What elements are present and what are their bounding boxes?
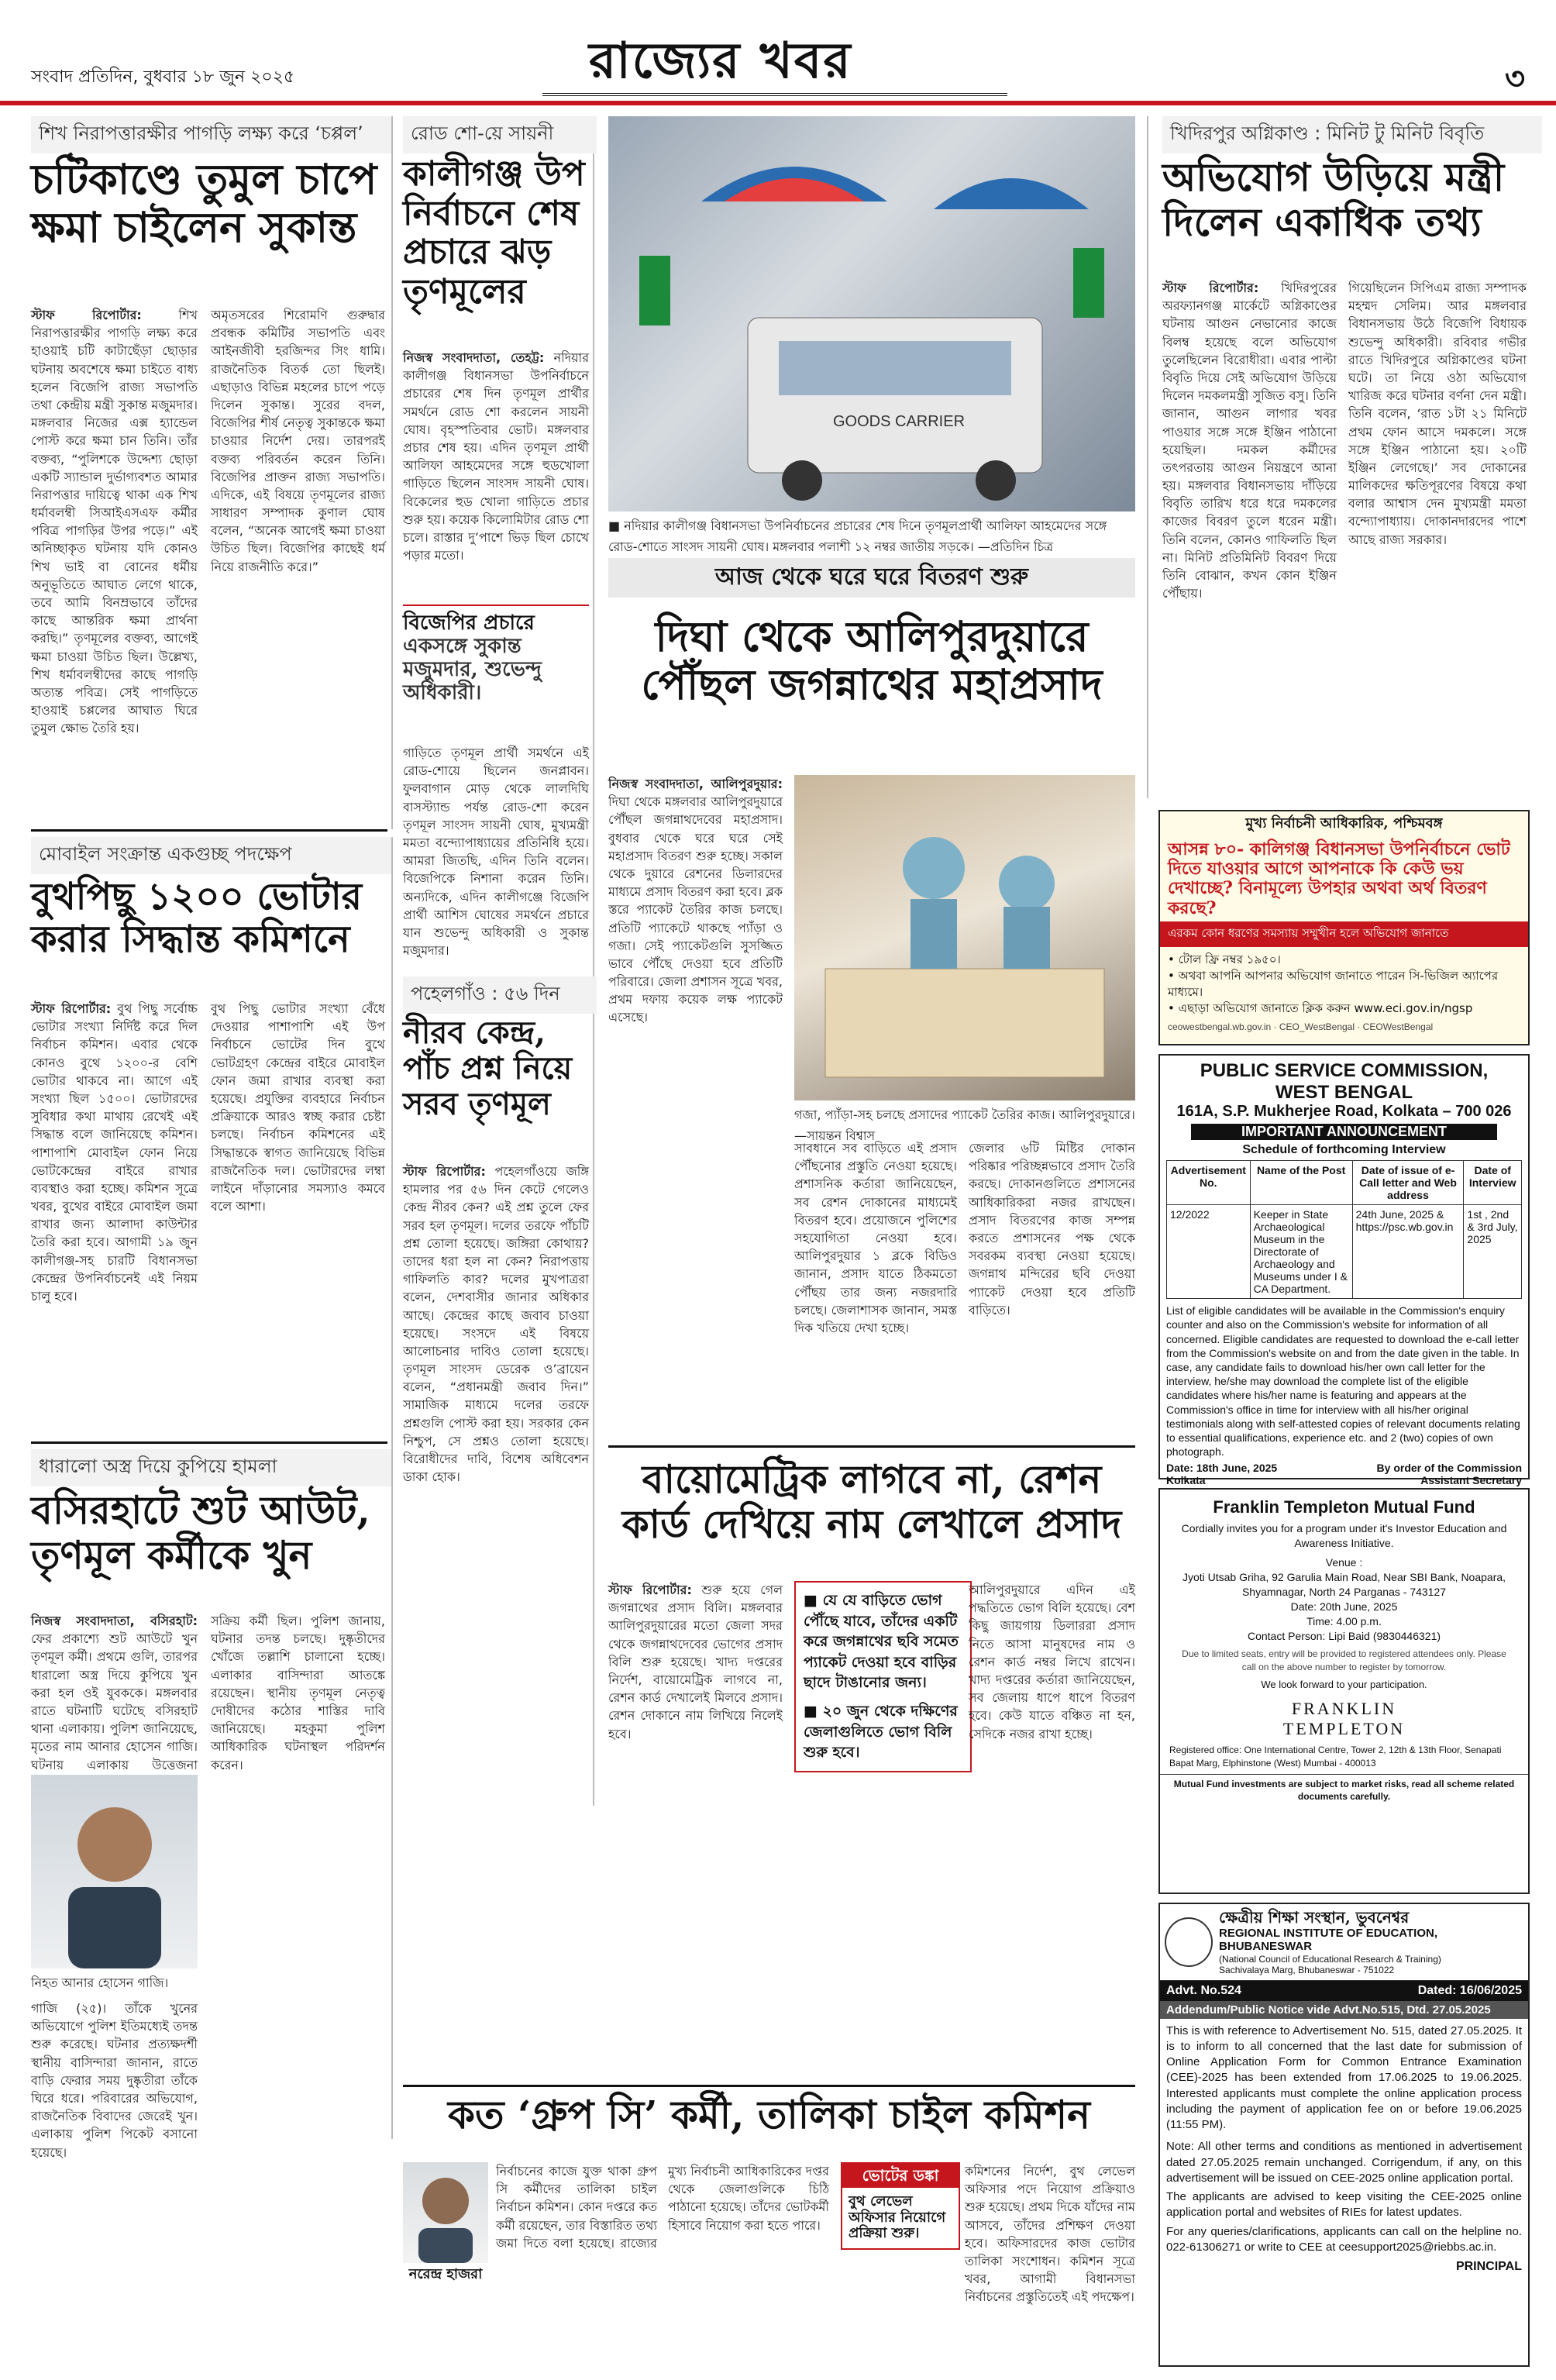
table-cell: 12/2022 — [1167, 1205, 1251, 1299]
story1-kicker: শিখ নিরাপত্তারক্ষীর পাগড়ি লক্ষ্য করে ‘চপ্পল’ — [31, 116, 391, 153]
story8-body-continued: আলিপুরদুয়ারে এদিন এই পদ্ধতিতে ভোগ বিলি হয়েছে। বেশ কিছু জায়গায় ডিলাররা প্রসাদ নিতে আসা মানুষদের নাম ও রেশন কার্ড নম্বর লিখে রাখেন। খাদ্য দপ্তরের কর্তারা জানিয়েছেন, সব জেলায় ধাপে ধাপে বিতরণ হবে। কেউ যাতে বঞ্চিত না হন, সেদিকে নজর রাখা হচ্ছে। — [969, 1583, 1135, 1741]
story7-body-continued-2: সক্রিয় কর্মী ছিল। পুলিশ জানায়, ঘটনার তদন্ত চলছে। দুষ্কৃতীদের খোঁজে তল্লাশি চালানো হচ্ছে। এলাকার বাসিন্দারা আতঙ্কে রয়েছেন। স্থানীয় তৃণমূল নেতৃত্ব দোষীদের কঠোর শাস্তির দাবি জানিয়েছে। মহকুমা পুলিশ আধিকারিক ঘটনাস্থল পরিদর্শন করেন। — [211, 1614, 385, 1772]
story-text: দিঘা থেকে মঙ্গলবার আলিপুরদুয়ারে পৌঁছল জগন্নাথদেবের মহাপ্রসাদ। বুধবার থেকে ঘরে ঘরে সেই মহাপ্রসাদ বিতরণ শুরু হচ্ছে। সকাল থেকে দুয়ারে রেশনের ডিলারদের মাধ্যমে প্রসাদ বিতরণ করা হবে। ব্লক স্তরে প্যাকেট তৈরির কাজ চলছে। প্রতিটি প্যাকেটে থাকছে প্যাঁড়া ও গজা। সেই প্যাকেটগুলি সুসজ্জিত ভাবে পৌঁছে দেওয়া হবে প্রতিটি পরিবারে। জেলা প্রশাসন সূত্রে খবর, প্রথম দফায় কয়েক লক্ষ প্যাকেট এসেছে। — [608, 794, 783, 1025]
story2-kicker: রোড শো-য়ে সায়নী — [403, 116, 597, 153]
box-text: বুথ লেভেল অফিসার নিয়োগে প্রক্রিয়া শুরু। — [849, 2193, 946, 2242]
bullet-text: ২০ জুন থেকে দক্ষিণের জেলাগুলিতে ভোগ বিলি শুরু হবে। — [804, 1702, 958, 1762]
ft-advert — [1158, 1488, 1530, 1894]
table-cell: 1st , 2nd & 3rd July, 2025 — [1464, 1205, 1522, 1299]
story4-banner: আজ থেকে ঘরে ঘরে বিতরণ শুরু — [608, 558, 1135, 598]
caption-text: গজা, প্যাঁড়া-সহ চলছে প্রসাদের প্যাকেট তৈরির কাজ। আলিপুরদুয়ারে। — [794, 1107, 1135, 1122]
psc-date-block — [1166, 1462, 1277, 1486]
dateline: সংবাদ প্রতিদিন, বুধবার ১৮ জুন ২০২৫ — [31, 67, 295, 87]
psc-advert — [1158, 1054, 1530, 1487]
section-title: রাজ্যের খবর — [589, 32, 852, 90]
story3-headline: অভিযোগ উড়িয়ে মন্ত্রী দিলেন একাধিক তথ্য — [1162, 154, 1505, 245]
story-text: খিদিরপুরের অরফ্যানগঞ্জ মার্কেটে অগ্নিকাণ্ডের ঘটনায় আগুন নেভানোর কাজে বিলম্ব হয়েছে বলে অভিযোগ তুলেছিলেন বিরোধীরা। এবার পাল্টা বিবৃতি দিয়ে সেই অভিযোগ উড়িয়ে দিলেন দমকলমন্ত্রী সুজিত বসু। তিনি জানান, আগুন লাগার খবর পাওয়ার সঙ্গে সঙ্গে ইঞ্জিন পাঠানো হয়েছিল। দমকল কর্মীদের তৎপরতায় আগুন নিয়ন্ত্রণে আনা হয়। মঙ্গলবার বিধানসভায় দাঁড়িয়ে বিবৃতি তারিখ ধরে ধরে দমকলের কাজের বিবরণ তুলে ধরেন মন্ত্রী। তিনি বলেন, কোনও গাফিলতি ছিল না। মিনিট প্রতিমিনিট বিবরণ দিয়ে তিনি বোঝান, কখন কোন ইঞ্জিন পৌঁছায়। — [1162, 281, 1337, 601]
byline: স্টাফ রিপোর্টার: — [31, 308, 142, 322]
story-text: নদিয়ার কালীগঞ্জ বিধানসভা উপনির্বাচনে প্রচারের শেষ দিন তৃণমূল প্রার্থীর সমর্থনে রোড শো করলেন সায়নী ঘোষ। বৃহস্পতিবার ভোট। মঙ্গলবার প্রচার শেষ হয়। এদিন তৃণমূল প্রার্থী আলিফা আহমেদের সঙ্গে হুডখোলা গাড়িতে ছিলেন সাংসদ সায়নী ঘোষ। বিকেলের হুড খোলা গাড়িতে প্রচার শুরু হয়। কয়েক কিলোমিটার রোড শো চলে। রাস্তার দু’পাশে ভিড় ছিল চোখে পড়ার মতো। — [403, 350, 589, 563]
story2-subhead-box — [403, 604, 589, 705]
ft-time: Time: 4.00 p.m. — [1306, 1614, 1382, 1627]
story5-kicker: মোবাইল সংক্রান্ত একগুচ্ছ পদক্ষেপ — [31, 837, 391, 874]
reporter-portrait — [403, 2162, 488, 2263]
byline: স্টাফ রিপোর্টার: — [1162, 281, 1259, 295]
story4-body — [608, 775, 783, 1434]
story7-kicker: ধারালো অস্ত্র দিয়ে কুপিয়ে হামলা — [31, 1449, 391, 1486]
rie-logo-icon — [1165, 1917, 1213, 1967]
byline: স্টাফ রিপোর্টার: — [403, 1164, 486, 1179]
psc-address: 161A, S.P. Mukherjee Road, Kolkata – 700 026 — [1176, 1103, 1512, 1121]
story-text: শুরু হয়ে গেল জগন্নাথের প্রসাদ বিলি। মঙ্গলবার আলিপুরদুয়ারের মতো জেলা সদর থেকে জগন্নাথদেবের ভোগের প্রসাদ বিলি শুরু হয়েছে। খাদ্য দপ্তরের নির্দেশ, বায়োমেট্রিক লাগবে না, রেশন কার্ড দেখালেই মিলবে প্রসাদ। রেশন দোকানে নাম লিখিয়ে নিলেই হবে। — [608, 1583, 783, 1741]
rie-sign: PRINCIPAL — [1455, 2260, 1522, 2273]
table-row — [1167, 1205, 1522, 1299]
divider — [403, 2085, 1135, 2087]
psc-subtitle: Schedule of forthcoming Interview — [1242, 1142, 1446, 1156]
psc-title-1: PUBLIC SERVICE COMMISSION, — [1200, 1060, 1489, 1081]
rie-title-en: REGIONAL INSTITUTE OF EDUCATION, BHUBANESWAR — [1219, 1927, 1437, 1954]
rie-addr: Sachivalaya Marg, Bhubaneswar - 751022 — [1219, 1964, 1395, 1975]
table-header-cell: Name of the Post — [1250, 1161, 1352, 1205]
rie-advice: The applicants are advised to keep visiting the CEE-2025 online application portal and websites of RIEs for latest updates. — [1166, 2190, 1522, 2220]
byline: নিজস্ব সংবাদদাতা, আলিপুরদুয়ার: — [608, 777, 783, 791]
ft-logo — [1160, 1699, 1528, 1739]
rie-sub: (National Council of Educational Research & Training) — [1219, 1953, 1441, 1965]
ft-date: Date: 20th June, 2025 — [1290, 1600, 1398, 1613]
story9-box — [841, 2162, 960, 2250]
column-rule — [1147, 116, 1148, 798]
rie-body: This is with reference to Advertisement No. 515, dated 27.05.2025. It is to inform to all concerned that the last date for submission of Online Application Form for Common Entrance Examination (CEE)-2025 has been extended from 17.06.2025 to 19.06.2025. Interested applicants must complete the online application process including the payment of application fee on or before 19.06.2025 (11:55 PM). — [1166, 2024, 1522, 2131]
bullet-text: টোল ফ্রি নম্বর ১৯৫০। — [1178, 952, 1281, 966]
story8-bullet-box — [794, 1581, 972, 1772]
bullet-item: ■ যে যে বাড়িতে ভোগ পৌঁছে যাবে, তাঁদের একটি করে জগন্নাথের ছবি সমেত প্যাকেট দেওয়া হবে বাড়ির ছাদে টাঙানোর জন্য। — [804, 1592, 959, 1692]
story2-subhead-title: বিজেপির প্রচারে — [403, 611, 535, 635]
prasad-illustration — [794, 775, 1135, 1100]
story6-body — [403, 1162, 589, 1705]
bullet-item: ■ ২০ জুন থেকে দক্ষিণের জেলাগুলিতে ভোগ বিলি শুরু হবে। — [804, 1702, 958, 1762]
photo-credit: —প্রতিদিন চিত্র — [977, 539, 1053, 554]
rie-note: Note: All other terms and conditions as mentioned in advertisement dated 27.05.2025 remain unchanged. Corrigendum, if any, on this advertisement will be issued on CEE-2025 online application portal. — [1166, 2140, 1522, 2185]
story-text: ফের প্রকাশ্যে শুট আউটে খুন তৃণমূল কর্মী। প্রথমে গুলি, তারপর ধারালো অস্ত্র দিয়ে কুপিয়ে খুন করা হল ওই যুবককে। মঙ্গলবার রাতে ঘটনাটি ঘটেছে বসিরহাট থানা এলাকায়। পুলিশ জানিয়েছে, মৃতের নাম আনার হোসেন গাজি। ঘটনায় এলাকায় উত্তেজনা — [31, 1631, 198, 1772]
story4-body-continued: সাবধানে সব বাড়িতে এই প্রসাদ পৌঁছনোর প্রস্তুতি নেওয়া হয়েছে। প্রশাসনিক কর্তারা জানিয়েছেন, সব রেশন দোকানের মাধ্যমেই বিতরণ হবে। প্রয়োজনে পুলিশের সহযোগিতা নেওয়া হবে। আলিপুরদুয়ার ১ ব্লকে বিডিও জানান, প্রসাদ যাতে ঠিকমতো পৌঁছয় তার জন্য নজরদারি চলছে। জেলাশাসক জানান, সমস্ত দিক খতিয়ে দেখা হচ্ছে। — [794, 1141, 957, 1335]
reporter-photo — [403, 2162, 488, 2263]
ceo-strip: এরকম কোন ধরণের সমস্যায় সম্মুখীন হলে অভিযোগ জানাতে — [1160, 921, 1528, 947]
table-header-cell: Date of issue of e-Call letter and Web address — [1352, 1161, 1464, 1205]
story2-body — [403, 349, 589, 597]
story3-kicker: খিদিরপুর অগ্নিকাণ্ড : মিনিট টু মিনিট বিবৃতি — [1162, 116, 1542, 153]
story2-body-continued: গাড়িতে তৃণমূল প্রার্থী সমর্থনে এই রোড-শোয়ে ছিলেন জনপ্লাবন। ফুলবাগান মোড় থেকে লালদিঘি বাসস্ট্যান্ড পর্যন্ত রোড-শো করেন তৃণমূল সাংসদ সায়নী ঘোষ, মুখ্যমন্ত্রী মমতা বন্দ্যোপাধ্যায়ের প্রতিনিধি হয়ে। আমরা জিতছি, এদিন তিনি বলেন। বিজেপিকে নিশানা করেন তিনি। অন্যদিকে, এদিন কালীগঞ্জে বিজেপি প্রার্থী আশিস ঘোষের সমর্থনে প্রচারে যান শুভেন্দু অধিকারী ও সুকান্ত মজুমদার। — [403, 746, 589, 959]
psc-title-2: WEST BENGAL — [1275, 1081, 1413, 1103]
divider — [31, 1441, 387, 1444]
table-header-cell: Date of Interview — [1464, 1161, 1522, 1205]
psc-table — [1166, 1160, 1522, 1299]
rie-title-bn: ক্ষেত্রীয় শিক্ষা সংস্থান, ভুবনেশ্বর — [1219, 1908, 1410, 1927]
story4-body-continued-2: জেলার ৬টি মিষ্টির দোকান পরিষ্কার পরিচ্ছন্নভাবে প্রসাদ তৈরি করছে। দোকানগুলিতে প্রশাসনের আধিকারিকরা নজর রাখছেন। প্রসাদ বিতরণের কাজ সম্পন্ন করতে প্রশাসনের পক্ষ থেকে সবরকম ব্যবস্থা নেওয়া হয়েছে। জগন্নাথ মন্দিরের ছবি দেওয়া প্যাকেট দেওয়া হবে প্রতিটি বাড়িতে। — [969, 1141, 1135, 1317]
ft-logo-bottom: TEMPLETON — [1282, 1719, 1406, 1739]
story5-body-continued: বুথ পিছু ভোটার সংখ্যা বেঁধে দেওয়ার পাশাপাশি এই উপ নির্বাচনে ভোটের দিন বুথে ভোটগ্রহণ কেন্দ্রের বাইরে মোবাইল ফোন জমা রাখার ব্যবস্থা করা হয়েছে। প্রযুক্তির ব্যবহারে নির্বাচন প্রক্রিয়াকে আরও স্বচ্ছ করার চেষ্টা চলছে। নির্বাচন কমিশনের এই সিদ্ধান্তকে স্বাগত জানিয়েছে বিভিন্ন রাজনৈতিক দল। ভোটারদের লম্বা লাইনে দাঁড়ানোর সমস্যাও কমবে বলে আশা। — [211, 1001, 385, 1214]
story9-body-continued: কমিশনের নির্দেশ, বুথ লেভেল অফিসার পদে নিয়োগ প্রক্রিয়াও শুরু হয়েছে। প্রথম দিকে যাঁদের নাম আসবে, তাঁদের প্রশিক্ষণ দেওয়া হবে। অফিসারদের কাজ ভোটার তালিকা সংশোধন। কমিশন সূত্রে খবর, আগামী বিধানসভা নির্বাচনের প্রস্তুতিতেই এই পদক্ষেপ। — [965, 2164, 1135, 2305]
story8-headline: বায়োমেট্রিক লাগবে না, রেশন কার্ড দেখিয়ে নাম লেখালে প্রসাদ — [621, 1456, 1122, 1547]
story7-body — [31, 1612, 198, 1772]
column-rule — [593, 116, 594, 1806]
psc-sign-block — [1377, 1462, 1522, 1486]
rie-contact: For any queries/clarifications, applicants can call on the helpline no. 022-61306271 or write to CEE at ceesupport2025@riebbs.ac.in. — [1166, 2224, 1522, 2254]
story-text: শিখ নিরাপত্তারক্ষীর পাগড়ি লক্ষ্য করে হাওয়াই চটি কাটাছেঁড়া ছোড়ার ঘটনায় অবশেষে ক্ষমা চাইতে বাধ্য হলেন বিজেপি রাজ্য সভাপতি তথা কেন্দ্রীয় মন্ত্রী সুকান্ত মজুমদার। মঙ্গলবার নিজের এক্স হ্যান্ডেল পোস্ট করে ক্ষমা চান তিনি। তাঁর বক্তব্য, “পুলিশকে উদ্দেশ্য ছোড়া একটি স্যান্ডাল দুর্ভাগ্যবশত আমার নিরাপত্তার দায়িত্বে থাকা এক শিখ ধর্মাবলম্বী সিআইএসএফ কর্মীর পবিত্র পাগড়ির উপর পড়ে।” এই অনিচ্ছাকৃত ঘটনায় যদি কোনও শিখ ভাই বা বোনের ধর্মীয় অনুভূতিতে আঘাত লেগে থাকে, তবে আমি বিনম্রভাবে তাঁদের কাছে আন্তরিক ক্ষমা প্রার্থনা করছি।” তৃণমূলের বক্তব্য, আগেই ক্ষমা চাওয়া উচিত ছিল। উল্লেখ্য, শিখ ধর্মাবলম্বীদের কাছে পাগড়ি অত্যন্ত পবিত্র। সেই পাগড়িতে হাওয়াই চপ্পলের আঘাত ঘিরে তুমুল ক্ষোভ তৈরি হয়। — [31, 308, 198, 736]
story1-headline: চটিকাণ্ডে তুমুল চাপে ক্ষমা চাইলেন সুকান্ত — [31, 154, 377, 253]
rie-advt-date: Dated: 16/06/2025 — [1417, 1983, 1522, 1997]
psc-date: Date: 18th June, 2025 — [1166, 1462, 1278, 1475]
byline: নিজস্ব সংবাদদাতা, তেহট্ট: — [403, 350, 545, 365]
rie-advt-no: Advt. No.524 — [1166, 1983, 1241, 1997]
ft-venue: Jyoti Utsab Griha, 92 Garulia Main Road, Near SBI Bank, Noapara, Shyamnagar, North 24 Parganas - 743127 — [1182, 1570, 1506, 1598]
page-number: ৩ — [1504, 60, 1525, 97]
story5-headline: বুথপিছু ১২০০ ভোটার করার সিদ্ধান্ত কমিশনে — [31, 875, 363, 962]
roadshow-photo — [608, 116, 1135, 511]
ft-venue-label: Venue : — [1325, 1556, 1363, 1569]
story5-body — [31, 1000, 198, 1434]
column-rule — [391, 837, 393, 2139]
reporter-name: নরেন্দ্র হাজরা — [408, 2266, 483, 2282]
photo-credit: —সায়ন্তন বিশ্বাস — [794, 1128, 876, 1143]
photo1-caption: ■ নদিয়ার কালীগঞ্জ বিধানসভা উপনির্বাচনের প্রচারের শেষ দিনে তৃণমূলপ্রার্থী আলিফা আহমেদের সঙ্গে রোড-শোতে সাংসদ সায়নী ঘোষ। মঙ্গলবার পলাশী ১২ নম্বর জাতীয় সড়কে। —প্রতিদিন চিত্র — [608, 518, 1107, 554]
story-text: তৃণমূল সাংসদ ডেরেক ও’ব্রায়েন বলেন, “প্রধানমন্ত্রী জবাব দিন।” সামাজিক মাধ্যমে দলের তরফে প্রশ্নগুলি পোস্ট করা হয়। সরকার কেন নিশ্চুপ, সে প্রশ্নও তোলা হয়েছে। বিরোধীদের দাবি, বিশেষ অধিবেশন ডাকা হোক। — [403, 1362, 589, 1485]
rie-advt-bar — [1160, 1981, 1528, 2001]
box-title: ভোটের ডঙ্কা — [842, 2164, 959, 2188]
story2-subhead: একসঙ্গে সুকান্ত মজুমদার, শুভেন্দু অধিকারী। — [403, 634, 542, 704]
ft-office: Registered office: One International Centre, Tower 2, 12th & 13th Floor, Senapati Bapat Marg, Elphinstone (West) Mumbai - 400013 — [1169, 1745, 1502, 1769]
story4-headline: দিঘা থেকে আলিপুরদুয়ারে পৌঁছল জগন্নাথের মহাপ্রসাদ — [641, 611, 1103, 710]
ceo-bullet: • অথবা আপনি আপনার অভিযোগ জানাতে পারেন সি-ভিজিল অ্যাপের মাধ্যমে। — [1168, 968, 1499, 999]
divider — [31, 829, 387, 832]
roadshow-illustration — [608, 116, 1135, 511]
ceo-bullet: • এছাড়া অভিযোগ জানাতে ক্লিক করুন www.eci.gov.in/ngsp — [1168, 1001, 1473, 1015]
ceo-bullet: • টোল ফ্রি নম্বর ১৯৫০। — [1168, 952, 1281, 966]
victim-caption: নিহত আনার হোসেন গাজি। — [31, 1975, 169, 1990]
ceo-bullets — [1160, 947, 1528, 1021]
story7-headline: বসিরহাটে শুট আউট, তৃণমূল কর্মীকে খুন — [31, 1487, 370, 1578]
story-text: পহেলগাঁওয়ে জঙ্গি হামলার পর ৫৬ দিন কেটে গেলেও কেন্দ্র নীরব কেন? এই প্রশ্ন তুলে ফের সরব হল তৃণমূল। দলের তরফে পাঁচটি প্রশ্ন তোলা হয়েছে। জঙ্গিরা কোথায়? তাদের ধরা হল না কেন? নিরাপত্তায় গাফিলতি কার? দলের মুখপাত্ররা বলেন, দেশবাসীর জানার অধিকার আছে। কেন্দ্রের কাছে জবাব চাওয়া হয়েছে। সংসদে এই বিষয়ে আলোচনার দাবিও তোলা হয়েছে। — [403, 1164, 589, 1359]
psc-banner: IMPORTANT ANNOUNCEMENT — [1191, 1124, 1497, 1140]
ceo-header: মুখ্য নির্বাচনী আধিকারিক, পশ্চিমবঙ্গ — [1245, 815, 1443, 832]
ft-disclaimer: Mutual Fund investments are subject to market risks, read all scheme related documents carefully. — [1160, 1774, 1528, 1806]
prasad-photo — [794, 775, 1135, 1100]
story9-headline: কত ‘গ্রুপ সি’ কর্মী, তালিকা চাইল কমিশন — [448, 2092, 1090, 2137]
divider — [608, 1445, 1135, 1448]
ceo-footer: ceowestbengal.wb.gov.in · CEO_WestBengal · CEOWestBengal — [1168, 1021, 1434, 1032]
story3-body-continued: গিয়েছিলেন সিপিএম রাজ্য সম্পাদক মহম্মদ সেলিম। আর মঙ্গলবার বিধানসভায় উঠে বিজেপি বিধায়ক শুভেন্দু অধিকারী। রবিবার গভীর রাতে খিদিরপুরে অগ্নিকাণ্ডের ঘটনা ঘটে। তা নিয়ে ওঠা অভিযোগ খারিজ করে ঘটনার বর্ণনা দেন মন্ত্রী। তিনি বলেন, ‘রাত ১টা ২১ মিনিটে প্রথম ফোন আসে দমকলে। সঙ্গে সঙ্গে ইঞ্জিন পাঠানো হয়। ২০টি ইঞ্জিন লেগেছে।’ সব দোকানের মালিকদের ক্ষতিপূরণের বিষয়ে কথা বলার আশ্বাস দেন মুখ্যমন্ত্রী মমতা বন্দ্যোপাধ্যায়। দোকানদারদের পাশে আছে রাজ্য সরকার। — [1348, 281, 1527, 547]
table-cell: 24th June, 2025 & https://psc.wb.gov.in — [1352, 1205, 1464, 1299]
rie-header — [1160, 1904, 1528, 1981]
rie-title-block — [1219, 1909, 1523, 1975]
psc-sign-1: By order of the Commission — [1376, 1462, 1522, 1475]
story8-body — [608, 1581, 783, 2077]
story1-body — [31, 306, 198, 818]
story3-body — [1162, 279, 1337, 790]
rie-addendum: Addendum/Public Notice vide Advt.No.515, Dtd. 27.05.2025 — [1160, 2001, 1528, 2019]
ft-title: Franklin Templeton Mutual Fund — [1213, 1497, 1475, 1517]
portrait-illustration — [31, 1775, 198, 1968]
psc-place: Kolkata — [1166, 1474, 1206, 1487]
psc-sign-2: Assistant Secretary — [1420, 1474, 1522, 1487]
byline: স্টাফ রিপোর্টার: — [31, 1001, 112, 1016]
story6-headline: নীরব কেন্দ্র, পাঁচ প্রশ্ন নিয়ে সরব তৃণমূল — [403, 1014, 573, 1122]
psc-body: List of eligible candidates will be available in the Commission's enquiry counter and also on the Commission's website for information of all concerned. Eligible candidates are requested to download the e-call letter from the Commission's website on and from the date given in the table. In case, any candidate fails to download his/her own call letter for the interview, he/she may download the complete list of the eligible candidates where his/her name is featuring and appears at the Commission's office in time for interview with all his/her original testimonials along with self-attested copies of relevant documents relating to essential qualifications, experience etc. and 2 (two) copies of own photograph. — [1166, 1304, 1520, 1459]
story1-body-continued: অমৃতসরের শিরোমণি গুরুদ্বার প্রবন্ধক কমিটির সভাপতি এবং আইনজীবী হরজিন্দর সিং ধামি। রাজনৈতিক বিতর্ক তো ছিলই। এছাড়াও বিভিন্ন মহলের চাপে পড়ে দিলেন সুকান্ত। সুরের বদল, বিজেপির শীর্ষ নেতৃত্ব সুকান্তকে ক্ষমা চাওয়ার নির্দেশ দেয়। তারপরই বক্তব্য পরিবর্তন করেন তিনি। বিজেপির প্রাক্তন রাজ্য সভাপতি। এদিকে, এই বিষয়ে তৃণমূলের রাজ্য সাধারণ সম্পাদক কুণাল ঘোষ বলেন, “অনেক আগেই ক্ষমা চাওয়া উচিত ছিল। বিজেপির কাছেই ধর্ম নিয়ে রাজনীতি করে।” — [211, 308, 385, 574]
byline: স্টাফ রিপোর্টার: — [608, 1583, 692, 1597]
table-header-cell: Advertisement No. — [1167, 1161, 1251, 1205]
ft-contact: Contact Person: Lipi Baid (9830446321) — [1247, 1629, 1441, 1642]
ft-invite: Cordially invites you for a program under it's Investor Education and Awareness Initiative. — [1181, 1522, 1507, 1550]
ft-forward: We look forward to your participation. — [1261, 1678, 1427, 1690]
truck-label: GOODS CARRIER — [833, 413, 966, 430]
bullet-text: অথবা আপনি আপনার অভিযোগ জানাতে পারেন সি-ভিজিল অ্যাপের মাধ্যমে। — [1168, 968, 1499, 999]
ceo-advert — [1158, 810, 1530, 1045]
rie-advert — [1158, 1903, 1530, 2367]
column-rule — [391, 116, 393, 829]
story9-body: নির্বাচনের কাজে যুক্ত থাকা গ্রুপ সি কর্মীদের তালিকা চাইল নির্বাচন কমিশন। কোন দপ্তরে কত কর্মী রয়েছেন, তার বিস্তারিত তথ্য জমা দিতে বলা হয়েছে। রাজ্যের মুখ্য নির্বাচনী আধিকারিকের দপ্তর থেকে জেলাগুলিকে চিঠি পাঠানো হয়েছে। তাঁদের ভোটকর্মী হিসাবে নিয়োগ করা হতে পারে। — [496, 2164, 829, 2251]
ft-logo-top: FRANKLIN — [1291, 1699, 1397, 1719]
bullet-text: যে যে বাড়িতে ভোগ পৌঁছে যাবে, তাঁদের একটি করে জগন্নাথের ছবি সমেত প্যাকেট দেওয়া হবে বাড়ির ছাদে টাঙানোর জন্য। — [804, 1592, 959, 1692]
caption-text: নদিয়ার কালীগঞ্জ বিধানসভা উপনির্বাচনের প্রচারের শেষ দিনে তৃণমূলপ্রার্থী আলিফা আহমেদের সঙ্গে রোড-শোতে সাংসদ সায়নী ঘোষ। মঙ্গলবার পলাশী ১২ নম্বর জাতীয় সড়কে। — [608, 518, 1107, 554]
victim-photo — [31, 1775, 198, 1968]
story7-body-continued: গাজি (২৫)। তাঁকে খুনের অভিযোগে পুলিশ ইতিমধ্যেই তদন্ত শুরু করেছে। ঘটনার প্রত্যক্ষদর্শী স্থানীয় বাসিন্দারা জানান, রাতে বাড়ি ফেরার সময় দুষ্কৃতীরা তাঁকে ঘিরে ধরে। পরিবারের অভিযোগ, রাজনৈতিক বিবাদের জেরেই খুন। এলাকায় পুলিশ পিকেট বসানো হয়েছে। — [31, 2001, 198, 2160]
story6-kicker: পহেলগাঁও : ৫৬ দিন — [403, 976, 597, 1014]
psc-footer — [1160, 1460, 1528, 1488]
byline: নিজস্ব সংবাদদাতা, বসিরহাট: — [31, 1614, 198, 1628]
ceo-headline: আসন্ন ৮০- কালিগঞ্জ বিধানসভা উপনির্বাচনে ভোট দিতে যাওয়ার আগে আপনাকে কি কেউ ভয় দেখাচ্ছে? বিনামূল্যে উপহার অথবা অর্থ বিতরণ করছে? — [1168, 839, 1510, 918]
bullet-text: এছাড়া অভিযোগ জানাতে ক্লিক করুন www.eci.gov.in/ngsp — [1178, 1001, 1473, 1015]
story2-headline: কালীগঞ্জ উপ নির্বাচনে শেষ প্রচারে ঝড় তৃণমূলের — [403, 154, 585, 312]
ft-note: Due to limited seats, entry will be provided to registered attendees only. Please call on the above number to register by tomorrow. — [1182, 1648, 1506, 1672]
table-header-row — [1167, 1161, 1522, 1205]
story-text: বুথ পিছু সর্বোচ্চ ভোটার সংখ্যা নির্দিষ্ট করে দিল নির্বাচন কমিশন। এবার থেকে কোনও বুথে ১২০০-র বেশি ভোটার থাকবে না। আগে এই সংখ্যা ছিল ১৫০০। ভোটারদের সুবিধার কথা মাথায় রেখেই এই সিদ্ধান্ত বলে জানিয়েছে কমিশন। পাশাপাশি মোবাইল ফোন নিয়ে ভোটকেন্দ্রের বাইরে রাখার ব্যবস্থাও করা হচ্ছে। কমিশন সূত্রে খবর, বুথের বাইরে মোবাইল জমা রাখার জন্য আলাদা কাউন্টার তৈরি করা হবে। আগামী ১৯ জুন কালীগঞ্জ-সহ চারটি বিধানসভা কেন্দ্রের উপনির্বাচনেই এই নিয়ম চালু হবে। — [31, 1001, 198, 1304]
table-cell: Keeper in State Archaeological Museum in the Directorate of Archaeology and Museums under I & CA Department. — [1250, 1205, 1352, 1299]
